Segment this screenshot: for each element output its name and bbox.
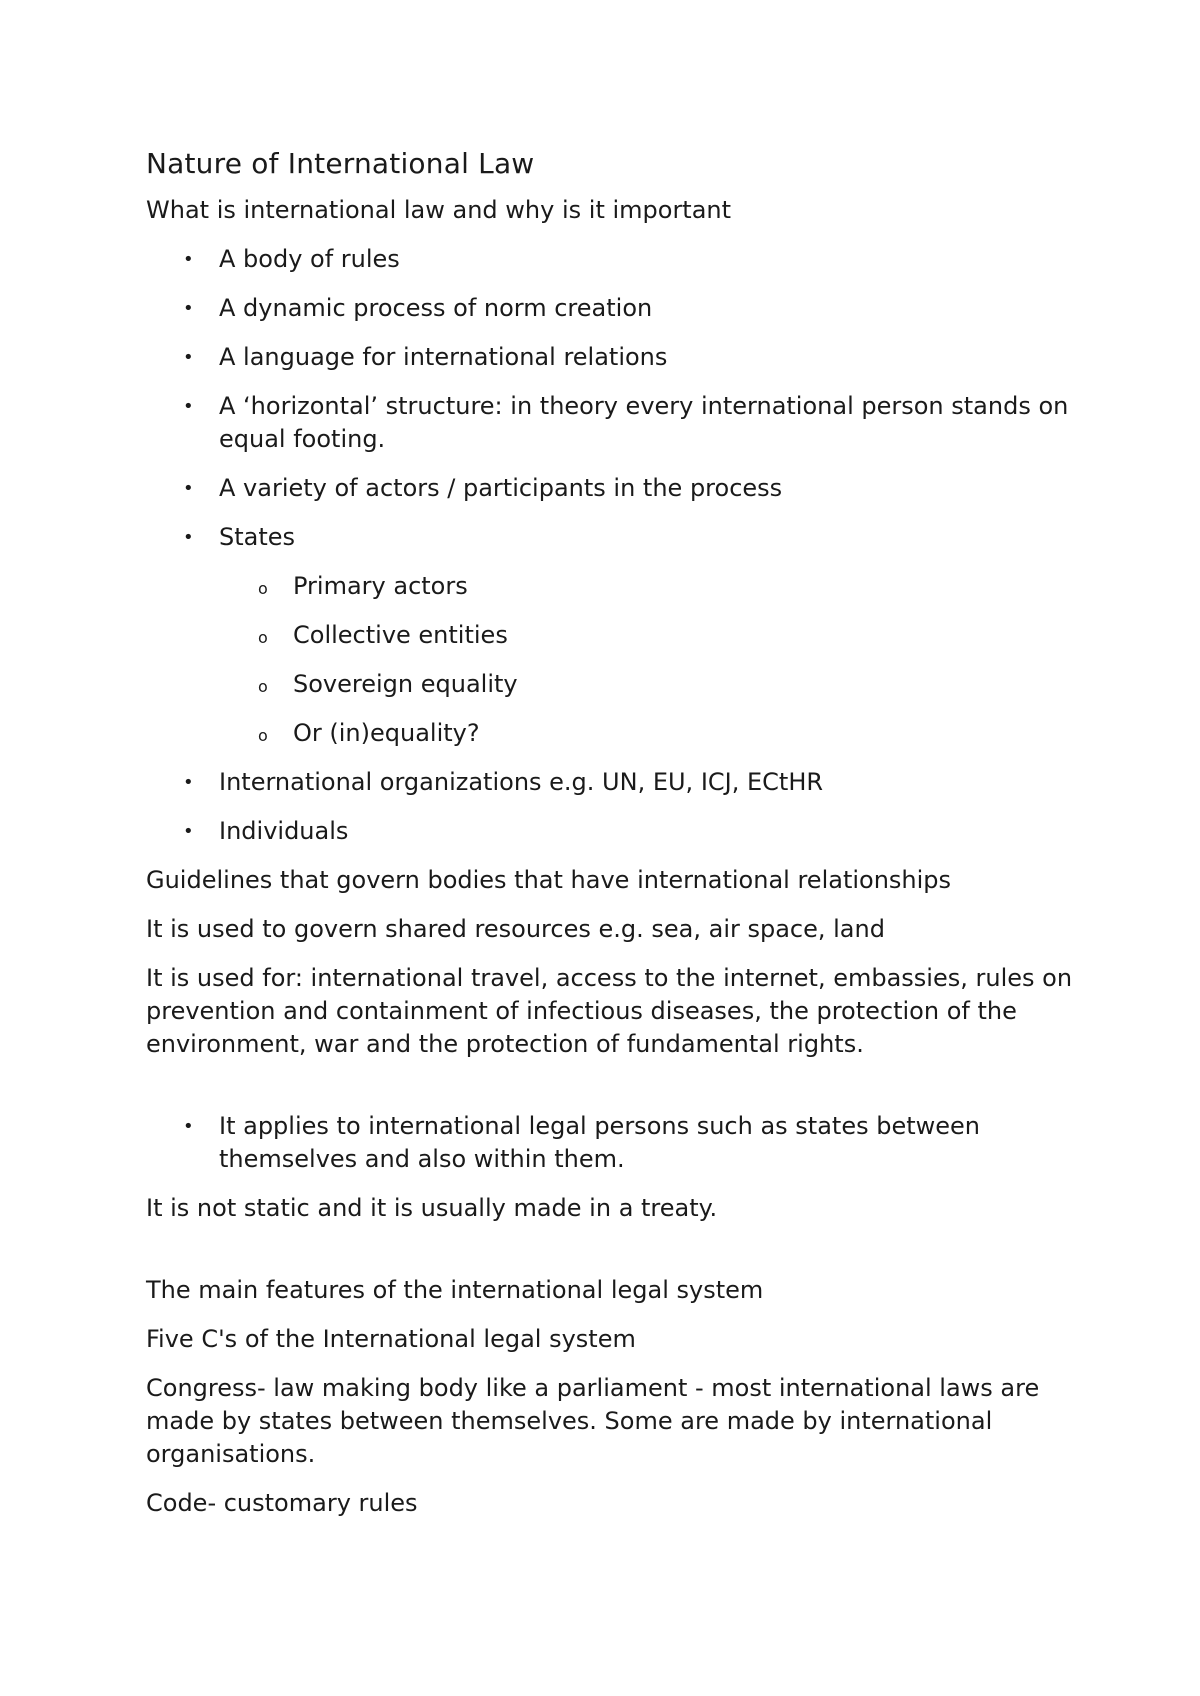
sub-list-item xyxy=(219,668,1076,701)
document-body xyxy=(146,146,1076,1536)
list-item-text: States xyxy=(219,523,296,551)
sub-bullet-icon: o xyxy=(258,726,268,745)
list-item xyxy=(146,815,1076,848)
blank-line xyxy=(146,1077,1076,1110)
states-sub-list xyxy=(219,570,1076,750)
sub-list-item-text: Primary actors xyxy=(293,572,468,600)
list-item-states xyxy=(146,521,1076,750)
list-item-text: A dynamic process of norm creation xyxy=(219,294,653,322)
paragraph-used-for: It is used for: international travel, access to the internet, embassies, rules on prevention and containment of infectious diseases, the protection of the environment, war and the protection of fundamental rights. xyxy=(146,964,1073,1058)
primary-bullet-list xyxy=(146,243,1076,848)
sub-list-item xyxy=(219,619,1076,652)
sub-list-item xyxy=(219,570,1076,603)
paragraph-congress: Congress- law making body like a parliament - most international laws are made by states between themselves. Some are made by international organisations. xyxy=(146,1374,1040,1468)
bullet-icon: • xyxy=(183,347,194,368)
bullet-icon: • xyxy=(183,527,194,548)
page-title: Nature of International Law xyxy=(146,147,535,180)
list-item-text: Individuals xyxy=(219,817,349,845)
paragraph-not-static: It is not static and it is usually made in a treaty. xyxy=(146,1194,718,1222)
list-item-text: A body of rules xyxy=(219,245,400,273)
paragraph-code: Code- customary rules xyxy=(146,1489,418,1517)
sub-list-item xyxy=(219,717,1076,750)
list-item-text: A ‘horizontal’ structure: in theory every international person stands on equal footing. xyxy=(219,392,1069,453)
bullet-icon: • xyxy=(183,249,194,270)
list-item xyxy=(146,390,1076,456)
paragraph-guidelines: Guidelines that govern bodies that have international relationships xyxy=(146,866,952,894)
bullet-icon: • xyxy=(183,396,194,417)
list-item xyxy=(146,1110,1076,1176)
bullet-icon: • xyxy=(183,821,194,842)
blank-line xyxy=(146,1241,1076,1274)
list-item xyxy=(146,472,1076,505)
sub-list-item-text: Collective entities xyxy=(293,621,508,649)
sub-bullet-icon: o xyxy=(258,579,268,598)
list-item-text: It applies to international legal persons such as states between themselves and also within them. xyxy=(219,1112,981,1173)
bullet-icon: • xyxy=(183,298,194,319)
secondary-bullet-list xyxy=(146,1110,1076,1176)
paragraph-five-cs: Five C's of the International legal system xyxy=(146,1325,636,1353)
list-item xyxy=(146,766,1076,799)
bullet-icon: • xyxy=(183,478,194,499)
list-item xyxy=(146,292,1076,325)
intro-question: What is international law and why is it important xyxy=(146,196,732,224)
sub-bullet-icon: o xyxy=(258,677,268,696)
paragraph-shared-resources: It is used to govern shared resources e.g. sea, air space, land xyxy=(146,915,885,943)
paragraph-main-features: The main features of the international legal system xyxy=(146,1276,764,1304)
list-item xyxy=(146,341,1076,374)
list-item-text: International organizations e.g. UN, EU, ICJ, ECtHR xyxy=(219,768,824,796)
sub-list-item-text: Sovereign equality xyxy=(293,670,518,698)
list-item-text: A variety of actors / participants in the process xyxy=(219,474,783,502)
list-item-text: A language for international relations xyxy=(219,343,668,371)
list-item xyxy=(146,243,1076,276)
bullet-icon: • xyxy=(183,1116,194,1137)
sub-bullet-icon: o xyxy=(258,628,268,647)
sub-list-item-text: Or (in)equality? xyxy=(293,719,480,747)
bullet-icon: • xyxy=(183,772,194,793)
